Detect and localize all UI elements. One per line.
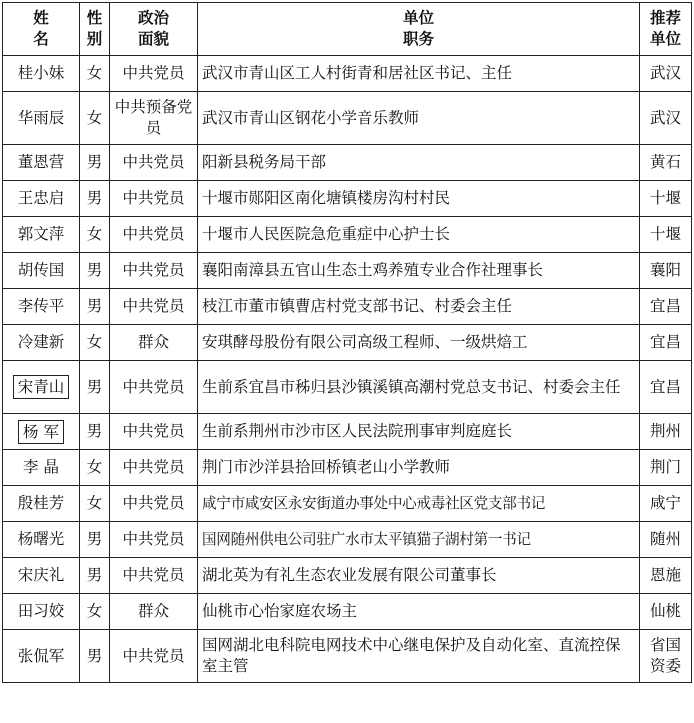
party-cell: 中共党员 [110, 56, 198, 92]
unit-cell: 宜昌 [640, 361, 692, 414]
unit-cell: 荆州 [640, 414, 692, 450]
job-cell: 十堰市郧阳区南化塘镇楼房沟村村民 [198, 181, 640, 217]
party-cell: 中共党员 [110, 145, 198, 181]
header-sex: 性 别 [80, 3, 110, 56]
party-cell: 群众 [110, 594, 198, 630]
name-cell: 李 晶 [3, 450, 80, 486]
header-unit: 推荐 单位 [640, 3, 692, 56]
table-row [3, 325, 692, 361]
party-cell: 群众 [110, 325, 198, 361]
unit-cell: 十堰 [640, 181, 692, 217]
sex-cell: 男 [80, 558, 110, 594]
sex-cell: 女 [80, 217, 110, 253]
name-cell: 胡传国 [3, 253, 80, 289]
boxed-name: 宋青山 [13, 375, 70, 399]
unit-cell: 武汉 [640, 92, 692, 145]
party-cell: 中共预备党员 [110, 92, 198, 145]
party-cell: 中共党员 [110, 181, 198, 217]
party-cell: 中共党员 [110, 361, 198, 414]
unit-cell: 宜昌 [640, 289, 692, 325]
sex-cell: 男 [80, 361, 110, 414]
party-cell: 中共党员 [110, 558, 198, 594]
table-row [3, 145, 692, 181]
unit-cell: 恩施 [640, 558, 692, 594]
table-row [3, 217, 692, 253]
party-cell: 中共党员 [110, 450, 198, 486]
name-cell: 杨曙光 [3, 522, 80, 558]
boxed-name: 杨 军 [18, 420, 64, 444]
table-row [3, 92, 692, 145]
table-row [3, 486, 692, 522]
header-party: 政治 面貌 [110, 3, 198, 56]
sex-cell: 男 [80, 630, 110, 683]
name-cell: 郭文萍 [3, 217, 80, 253]
sex-cell: 男 [80, 253, 110, 289]
party-cell: 中共党员 [110, 289, 198, 325]
unit-cell: 十堰 [640, 217, 692, 253]
table-row [3, 594, 692, 630]
sex-cell: 男 [80, 289, 110, 325]
sex-cell: 男 [80, 522, 110, 558]
sex-cell: 女 [80, 325, 110, 361]
header-job: 单位 职务 [198, 3, 640, 56]
sex-cell: 男 [80, 181, 110, 217]
name-cell: 李传平 [3, 289, 80, 325]
party-cell: 中共党员 [110, 217, 198, 253]
header-name: 姓 名 [3, 3, 80, 56]
unit-cell: 仙桃 [640, 594, 692, 630]
job-cell: 襄阳南漳县五官山生态土鸡养殖专业合作社理事长 [198, 253, 640, 289]
job-cell: 荆门市沙洋县拾回桥镇老山小学教师 [198, 450, 640, 486]
job-cell: 生前系宜昌市秭归县沙镇溪镇高潮村党总支书记、村委会主任 [198, 361, 640, 414]
unit-cell: 随州 [640, 522, 692, 558]
job-cell: 阳新县税务局干部 [198, 145, 640, 181]
party-cell: 中共党员 [110, 522, 198, 558]
job-cell: 国网湖北电科院电网技术中心继电保护及自动化室、直流控保室主管 [198, 630, 640, 683]
job-cell: 湖北英为有礼生态农业发展有限公司董事长 [198, 558, 640, 594]
unit-cell: 荆门 [640, 450, 692, 486]
name-cell: 桂小妹 [3, 56, 80, 92]
sex-cell: 女 [80, 92, 110, 145]
job-cell: 仙桃市心怡家庭农场主 [198, 594, 640, 630]
job-cell: 国网随州供电公司驻广水市太平镇猫子湖村第一书记 [198, 522, 640, 558]
name-cell: 田习姣 [3, 594, 80, 630]
name-cell [3, 414, 80, 450]
name-cell: 殷桂芳 [3, 486, 80, 522]
unit-cell: 武汉 [640, 56, 692, 92]
party-cell: 中共党员 [110, 630, 198, 683]
table-row [3, 181, 692, 217]
table-row [3, 289, 692, 325]
party-cell: 中共党员 [110, 486, 198, 522]
job-cell: 武汉市青山区钢花小学音乐教师 [198, 92, 640, 145]
table-row [3, 522, 692, 558]
sex-cell: 女 [80, 594, 110, 630]
name-cell: 王忠启 [3, 181, 80, 217]
job-cell: 生前系荆州市沙市区人民法院刑事审判庭庭长 [198, 414, 640, 450]
job-cell: 安琪酵母股份有限公司高级工程师、一级烘焙工 [198, 325, 640, 361]
unit-cell: 黄石 [640, 145, 692, 181]
sex-cell: 男 [80, 414, 110, 450]
name-cell: 宋庆礼 [3, 558, 80, 594]
party-cell: 中共党员 [110, 414, 198, 450]
honoree-table [2, 2, 692, 683]
header-row [3, 3, 692, 56]
job-cell: 咸宁市咸安区永安街道办事处中心戒毒社区党支部书记 [198, 486, 640, 522]
name-cell [3, 361, 80, 414]
table-row [3, 414, 692, 450]
name-cell: 董恩营 [3, 145, 80, 181]
party-cell: 中共党员 [110, 253, 198, 289]
table-row [3, 450, 692, 486]
table-row [3, 56, 692, 92]
name-cell: 冷建新 [3, 325, 80, 361]
job-cell: 枝江市董市镇曹店村党支部书记、村委会主任 [198, 289, 640, 325]
job-cell: 武汉市青山区工人村街青和居社区书记、主任 [198, 56, 640, 92]
table-row [3, 630, 692, 683]
table-row [3, 558, 692, 594]
table-row [3, 253, 692, 289]
sex-cell: 女 [80, 450, 110, 486]
unit-cell: 省国资委 [640, 630, 692, 683]
unit-cell: 咸宁 [640, 486, 692, 522]
sex-cell: 女 [80, 486, 110, 522]
unit-cell: 宜昌 [640, 325, 692, 361]
table-row [3, 361, 692, 414]
sex-cell: 男 [80, 145, 110, 181]
name-cell: 华雨辰 [3, 92, 80, 145]
job-cell: 十堰市人民医院急危重症中心护士长 [198, 217, 640, 253]
sex-cell: 女 [80, 56, 110, 92]
unit-cell: 襄阳 [640, 253, 692, 289]
name-cell: 张侃军 [3, 630, 80, 683]
